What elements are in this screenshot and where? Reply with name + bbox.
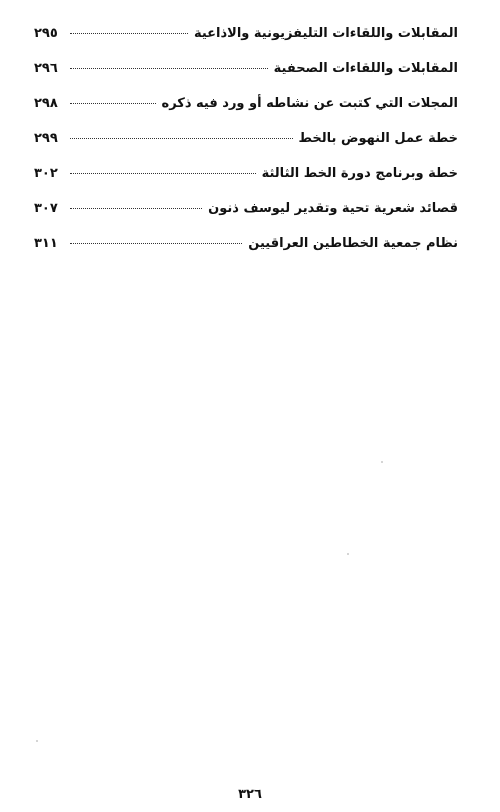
toc-entry-title: خطة عمل النهوض بالخط xyxy=(298,131,458,146)
page-number: ٣٢٦ xyxy=(238,787,262,802)
dot-leader xyxy=(70,173,256,174)
dot-leader xyxy=(70,103,156,104)
toc-entry-page: ٢٩٥ xyxy=(34,26,58,41)
toc-entry-title: قصائد شعرية تحية وتقدير ليوسف ذنون xyxy=(208,201,458,216)
toc-entry xyxy=(34,96,458,131)
toc-entry-page: ٢٩٩ xyxy=(34,131,58,146)
toc-entry-title: نظام جمعية الخطاطين العراقيين xyxy=(248,236,458,251)
scan-speck xyxy=(36,740,38,742)
toc-entry-page: ٣٠٧ xyxy=(34,201,58,216)
dot-leader xyxy=(70,208,202,209)
toc-entry xyxy=(34,26,458,61)
dot-leader xyxy=(70,68,268,69)
dot-leader xyxy=(70,138,293,139)
dot-leader xyxy=(70,33,188,34)
toc-entry-title: خطة وبرنامج دورة الخط الثالثة xyxy=(261,166,458,181)
toc-entry-page: ٣١١ xyxy=(34,236,58,251)
scan-speck xyxy=(381,461,383,463)
dot-leader xyxy=(70,243,242,244)
toc-entry xyxy=(34,61,458,96)
toc-entry xyxy=(34,131,458,166)
toc-entry-title: المقابلات واللقاءات التليفزيونية والاذاعية xyxy=(193,26,458,41)
table-of-contents xyxy=(34,26,458,271)
toc-entry xyxy=(34,166,458,201)
toc-entry-title: المقابلات واللقاءات الصحفية xyxy=(273,61,458,76)
toc-entry xyxy=(34,201,458,236)
toc-entry-page: ٢٩٦ xyxy=(34,61,58,76)
toc-entry xyxy=(34,236,458,271)
toc-entry-page: ٣٠٢ xyxy=(34,166,58,181)
toc-entry-page: ٢٩٨ xyxy=(34,96,58,111)
toc-entry-title: المجلات التي كتبت عن نشاطه أو ورد فيه ذكره xyxy=(161,96,458,111)
scan-speck xyxy=(347,553,349,555)
